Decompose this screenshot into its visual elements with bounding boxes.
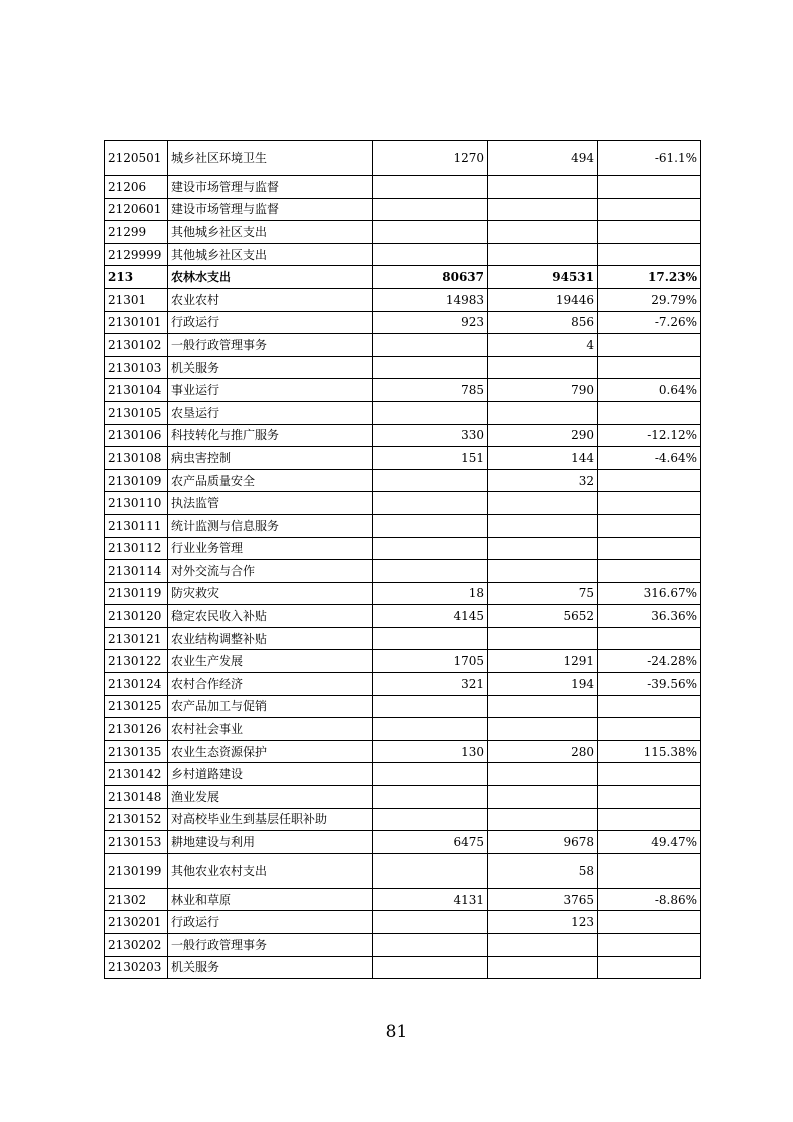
cell-value-1: [373, 469, 488, 492]
cell-name: 农村社会事业: [168, 718, 373, 741]
cell-code: 2130126: [105, 718, 168, 741]
cell-change-percent: -24.28%: [598, 650, 701, 673]
cell-value-1: [373, 627, 488, 650]
cell-code: 2130122: [105, 650, 168, 673]
table-row: [105, 311, 701, 334]
cell-value-1: 130: [373, 740, 488, 763]
cell-change-percent: [598, 718, 701, 741]
cell-value-1: [373, 492, 488, 515]
table-row: [105, 537, 701, 560]
cell-code: 2129999: [105, 243, 168, 266]
cell-value-1: [373, 356, 488, 379]
cell-value-2: 9678: [488, 831, 598, 854]
cell-value-2: [488, 514, 598, 537]
cell-name: 一般行政管理事务: [168, 934, 373, 957]
cell-change-percent: [598, 786, 701, 809]
cell-value-2: 194: [488, 673, 598, 696]
cell-value-1: [373, 853, 488, 888]
cell-name: 农产品加工与促销: [168, 695, 373, 718]
cell-value-2: 4: [488, 334, 598, 357]
cell-code: 21302: [105, 888, 168, 911]
cell-value-2: [488, 176, 598, 199]
cell-value-1: [373, 808, 488, 831]
cell-change-percent: [598, 934, 701, 957]
cell-name: 耕地建设与利用: [168, 831, 373, 854]
cell-value-1: [373, 934, 488, 957]
cell-value-1: [373, 537, 488, 560]
table-row: [105, 424, 701, 447]
cell-code: 2130148: [105, 786, 168, 809]
table-row: [105, 266, 701, 289]
cell-value-1: 321: [373, 673, 488, 696]
table-row: [105, 786, 701, 809]
table-row: [105, 582, 701, 605]
cell-name: 防灾救灾: [168, 582, 373, 605]
cell-code: 2120601: [105, 198, 168, 221]
cell-change-percent: 49.47%: [598, 831, 701, 854]
cell-code: 2130111: [105, 514, 168, 537]
table-row: [105, 934, 701, 957]
cell-value-1: [373, 911, 488, 934]
cell-name: 科技转化与推广服务: [168, 424, 373, 447]
cell-value-1: [373, 695, 488, 718]
table-row: [105, 514, 701, 537]
cell-value-2: 1291: [488, 650, 598, 673]
cell-code: 2130153: [105, 831, 168, 854]
cell-name: 农林水支出: [168, 266, 373, 289]
cell-change-percent: [598, 243, 701, 266]
table-row: [105, 831, 701, 854]
cell-value-2: 144: [488, 447, 598, 470]
budget-table-body: [105, 141, 701, 979]
cell-value-1: [373, 786, 488, 809]
table-row: [105, 141, 701, 176]
table-row: [105, 176, 701, 199]
cell-name: 农业生产发展: [168, 650, 373, 673]
cell-name: 城乡社区环境卫生: [168, 141, 373, 176]
cell-value-2: [488, 808, 598, 831]
cell-value-1: [373, 176, 488, 199]
cell-value-2: [488, 956, 598, 979]
cell-change-percent: 115.38%: [598, 740, 701, 763]
cell-value-2: 3765: [488, 888, 598, 911]
cell-value-2: 123: [488, 911, 598, 934]
cell-value-2: 58: [488, 853, 598, 888]
cell-name: 建设市场管理与监督: [168, 198, 373, 221]
cell-code: 213: [105, 266, 168, 289]
cell-value-2: 94531: [488, 266, 598, 289]
cell-name: 乡村道路建设: [168, 763, 373, 786]
cell-value-1: 80637: [373, 266, 488, 289]
cell-name: 农业生态资源保护: [168, 740, 373, 763]
cell-change-percent: -8.86%: [598, 888, 701, 911]
cell-value-2: [488, 243, 598, 266]
cell-change-percent: -4.64%: [598, 447, 701, 470]
cell-value-1: [373, 718, 488, 741]
cell-change-percent: [598, 334, 701, 357]
cell-value-1: [373, 334, 488, 357]
budget-table: [104, 140, 701, 979]
cell-value-1: 785: [373, 379, 488, 402]
cell-value-2: 856: [488, 311, 598, 334]
cell-value-1: 330: [373, 424, 488, 447]
cell-name: 建设市场管理与监督: [168, 176, 373, 199]
cell-value-1: 14983: [373, 288, 488, 311]
table-row: [105, 673, 701, 696]
cell-name: 事业运行: [168, 379, 373, 402]
cell-value-2: 790: [488, 379, 598, 402]
cell-code: 2130102: [105, 334, 168, 357]
cell-value-2: 280: [488, 740, 598, 763]
cell-change-percent: -12.12%: [598, 424, 701, 447]
cell-value-2: [488, 627, 598, 650]
table-row: [105, 911, 701, 934]
cell-code: 2130152: [105, 808, 168, 831]
cell-value-2: [488, 492, 598, 515]
cell-value-2: [488, 934, 598, 957]
cell-code: 2130112: [105, 537, 168, 560]
table-row: [105, 379, 701, 402]
cell-value-2: 290: [488, 424, 598, 447]
cell-value-1: [373, 221, 488, 244]
cell-change-percent: [598, 763, 701, 786]
cell-name: 机关服务: [168, 356, 373, 379]
cell-change-percent: 36.36%: [598, 605, 701, 628]
cell-value-2: [488, 537, 598, 560]
cell-change-percent: 17.23%: [598, 266, 701, 289]
cell-change-percent: [598, 695, 701, 718]
cell-change-percent: -39.56%: [598, 673, 701, 696]
table-row: [105, 650, 701, 673]
cell-value-2: [488, 763, 598, 786]
table-row: [105, 956, 701, 979]
cell-code: 21206: [105, 176, 168, 199]
cell-name: 病虫害控制: [168, 447, 373, 470]
cell-change-percent: [598, 492, 701, 515]
cell-code: 2130103: [105, 356, 168, 379]
cell-name: 农垦运行: [168, 401, 373, 424]
cell-code: 2130110: [105, 492, 168, 515]
table-row: [105, 627, 701, 650]
cell-value-1: [373, 401, 488, 424]
cell-name: 统计监测与信息服务: [168, 514, 373, 537]
table-row: [105, 334, 701, 357]
cell-change-percent: 0.64%: [598, 379, 701, 402]
cell-name: 渔业发展: [168, 786, 373, 809]
cell-change-percent: [598, 221, 701, 244]
cell-value-2: [488, 560, 598, 583]
cell-name: 农村合作经济: [168, 673, 373, 696]
cell-value-2: 5652: [488, 605, 598, 628]
table-row: [105, 853, 701, 888]
table-row: [105, 492, 701, 515]
cell-change-percent: [598, 560, 701, 583]
cell-change-percent: [598, 198, 701, 221]
cell-code: 2130201: [105, 911, 168, 934]
cell-code: 2130119: [105, 582, 168, 605]
cell-name: 其他城乡社区支出: [168, 221, 373, 244]
cell-value-1: 1270: [373, 141, 488, 176]
cell-value-1: 1705: [373, 650, 488, 673]
cell-name: 对高校毕业生到基层任职补助: [168, 808, 373, 831]
table-row: [105, 763, 701, 786]
cell-change-percent: [598, 356, 701, 379]
cell-value-2: [488, 221, 598, 244]
table-row: [105, 695, 701, 718]
table-row: [105, 888, 701, 911]
cell-name: 其他城乡社区支出: [168, 243, 373, 266]
cell-value-2: [488, 356, 598, 379]
cell-name: 农业结构调整补贴: [168, 627, 373, 650]
cell-code: 21299: [105, 221, 168, 244]
cell-code: 2130105: [105, 401, 168, 424]
cell-code: 2130142: [105, 763, 168, 786]
cell-value-2: 494: [488, 141, 598, 176]
cell-change-percent: 29.79%: [598, 288, 701, 311]
cell-value-2: 32: [488, 469, 598, 492]
cell-code: 2130114: [105, 560, 168, 583]
cell-name: 农业农村: [168, 288, 373, 311]
cell-name: 行政运行: [168, 911, 373, 934]
cell-code: 2130101: [105, 311, 168, 334]
cell-change-percent: [598, 469, 701, 492]
page-number: 81: [385, 1022, 408, 1042]
table-row: [105, 198, 701, 221]
cell-name: 稳定农民收入补贴: [168, 605, 373, 628]
cell-code: 2130124: [105, 673, 168, 696]
cell-name: 对外交流与合作: [168, 560, 373, 583]
cell-change-percent: [598, 911, 701, 934]
cell-value-1: 923: [373, 311, 488, 334]
table-row: [105, 243, 701, 266]
cell-value-1: 18: [373, 582, 488, 605]
table-row: [105, 718, 701, 741]
cell-code: 2130108: [105, 447, 168, 470]
cell-name: 机关服务: [168, 956, 373, 979]
cell-code: 2130121: [105, 627, 168, 650]
cell-code: 2130199: [105, 853, 168, 888]
cell-name: 行业业务管理: [168, 537, 373, 560]
cell-value-2: 75: [488, 582, 598, 605]
cell-code: 2130202: [105, 934, 168, 957]
cell-code: 2130106: [105, 424, 168, 447]
cell-code: 2130104: [105, 379, 168, 402]
cell-value-1: [373, 763, 488, 786]
cell-value-1: 4145: [373, 605, 488, 628]
cell-value-2: [488, 718, 598, 741]
cell-value-2: [488, 786, 598, 809]
cell-change-percent: [598, 627, 701, 650]
cell-code: 2120501: [105, 141, 168, 176]
cell-change-percent: -7.26%: [598, 311, 701, 334]
cell-value-2: 19446: [488, 288, 598, 311]
cell-value-2: [488, 695, 598, 718]
cell-code: 2130120: [105, 605, 168, 628]
cell-value-1: 4131: [373, 888, 488, 911]
cell-value-2: [488, 198, 598, 221]
cell-value-1: [373, 956, 488, 979]
cell-change-percent: [598, 401, 701, 424]
cell-change-percent: [598, 514, 701, 537]
table-row: [105, 560, 701, 583]
table-row: [105, 740, 701, 763]
cell-value-1: [373, 198, 488, 221]
cell-code: 2130135: [105, 740, 168, 763]
cell-name: 行政运行: [168, 311, 373, 334]
cell-change-percent: 316.67%: [598, 582, 701, 605]
table-row: [105, 288, 701, 311]
table-row: [105, 447, 701, 470]
cell-name: 其他农业农村支出: [168, 853, 373, 888]
cell-value-1: 6475: [373, 831, 488, 854]
cell-value-2: [488, 401, 598, 424]
cell-name: 执法监管: [168, 492, 373, 515]
cell-value-1: [373, 514, 488, 537]
cell-name: 一般行政管理事务: [168, 334, 373, 357]
cell-change-percent: [598, 808, 701, 831]
cell-name: 林业和草原: [168, 888, 373, 911]
table-row: [105, 401, 701, 424]
cell-value-1: 151: [373, 447, 488, 470]
cell-change-percent: [598, 853, 701, 888]
table-row: [105, 469, 701, 492]
cell-change-percent: [598, 537, 701, 560]
cell-code: 2130203: [105, 956, 168, 979]
table-row: [105, 605, 701, 628]
cell-code: 2130109: [105, 469, 168, 492]
cell-change-percent: [598, 956, 701, 979]
table-row: [105, 356, 701, 379]
cell-change-percent: [598, 176, 701, 199]
cell-code: 2130125: [105, 695, 168, 718]
table-row: [105, 808, 701, 831]
cell-code: 21301: [105, 288, 168, 311]
cell-change-percent: -61.1%: [598, 141, 701, 176]
cell-value-1: [373, 560, 488, 583]
table-row: [105, 221, 701, 244]
cell-name: 农产品质量安全: [168, 469, 373, 492]
cell-value-1: [373, 243, 488, 266]
